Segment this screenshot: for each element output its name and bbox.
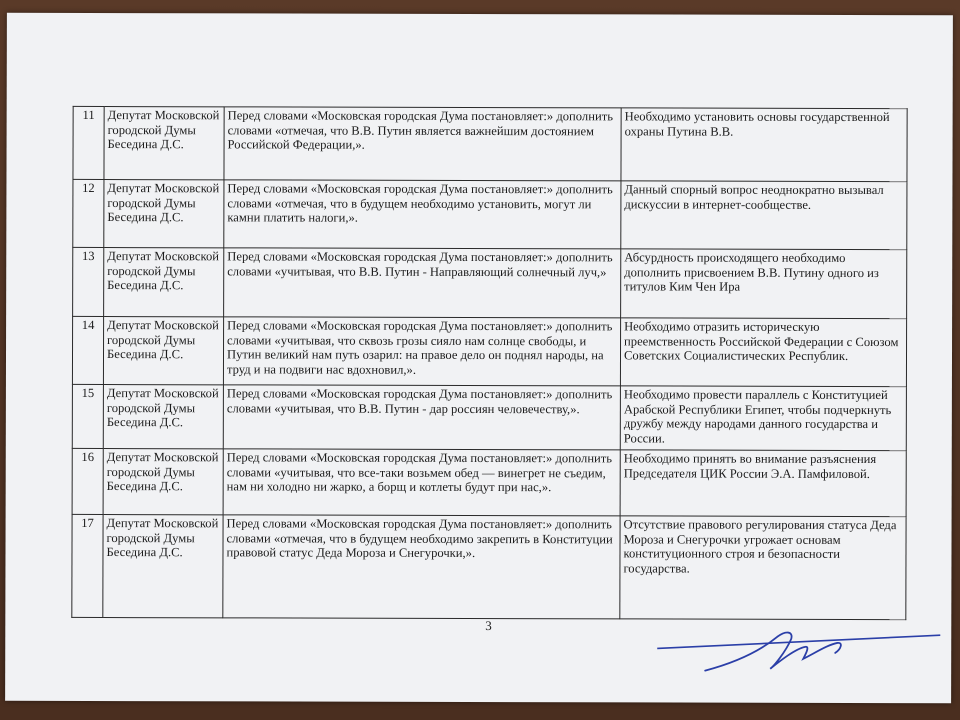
- rationale-cell: Данный спорный вопрос неоднократно вызывал дискуссии в интернет-сообществе.: [621, 181, 907, 250]
- amendment-cell: Перед словами «Московская городская Дума постановляет:» дополнить словами «учитывая, что В.В. Путин - Направляющий солнечный луч,»: [224, 248, 621, 318]
- author-cell: Депутат Московской городской Думы Бесединa Д.С.: [103, 317, 223, 385]
- table-row: [72, 514, 906, 619]
- rationale-cell: Абсурдность происходящего необходимо дополнить присвоением В.В. Путину одного из титулов Ким Чен Ира: [621, 249, 907, 319]
- table-row: [72, 316, 906, 386]
- table-row: [72, 384, 906, 450]
- row-number: 12: [73, 179, 104, 247]
- row-number: 14: [72, 316, 103, 384]
- rationale-cell: Отсутствие правового регулирования статуса Деда Мороза и Снегурочки угрожает основам конституционного строя и безопасности государства.: [620, 516, 906, 620]
- row-number: 11: [73, 106, 104, 179]
- amendments-table: [71, 106, 907, 620]
- table-row: [73, 179, 907, 249]
- author-cell: Депутат Московской городской Думы Бесединa Д.С.: [103, 449, 223, 515]
- row-number: 17: [72, 514, 103, 617]
- page-number: 3: [485, 618, 492, 634]
- table-row: [73, 106, 907, 181]
- author-cell: Депутат Московской городской Думы Бесединa Д.С.: [104, 180, 224, 248]
- amendment-cell: Перед словами «Московская городская Дума постановляет:» дополнить словами «отмечая, что В.В. Путин является важнейшим достоянием Российской Федерации,».: [224, 107, 621, 181]
- rationale-cell: Необходимо установить основы государственной охраны Путина В.В.: [621, 108, 907, 182]
- amendment-cell: Перед словами «Московская городская Дума постановляет:» дополнить словами «отмечая, что в будущем необходимо закрепить в Конституции правовой статус Деда Мороза и Снегурочки,».: [223, 515, 620, 619]
- author-cell: Депутат Московской городской Думы Бесединa Д.С.: [103, 515, 223, 618]
- amendment-cell: Перед словами «Московская городская Дума постановляет:» дополнить словами «учитывая, что сквозь грозы сияло нам солнце свободы, и Путин великий нам путь озарил: на правое дело он поднял народы, на труд и на подвиги нас вдохновил,».: [223, 317, 620, 386]
- table-row: [72, 448, 906, 516]
- rationale-cell: Необходимо отразить историческую преемственность Российской Федерации с Союзом Советских Социалистических Республик.: [620, 318, 906, 387]
- amendment-cell: Перед словами «Московская городская Дума постановляет:» дополнить словами «учитывая, что В.В. Путин - дар россиян человечеству,».: [223, 385, 620, 450]
- signature-image: [645, 612, 945, 683]
- amendment-cell: Перед словами «Московская городская Дума постановляет:» дополнить словами «отмечая, что в будущем необходимо установить, могут ли камни платить налоги,».: [224, 180, 621, 249]
- document-page: [5, 13, 953, 703]
- author-cell: Депутат Московской городской Думы Бесединa Д.С.: [104, 107, 224, 180]
- author-cell: Депутат Московской городской Думы Бесединa Д.С.: [104, 248, 224, 317]
- author-cell: Депутат Московской городской Думы Бесединa Д.С.: [103, 385, 223, 449]
- row-number: 15: [72, 384, 103, 448]
- row-number: 16: [72, 448, 103, 514]
- rationale-cell: Необходимо принять во внимание разъяснения Председателя ЦИК России Э.А. Памфиловой.: [620, 450, 906, 517]
- amendment-cell: Перед словами «Московская городская Дума постановляет:» дополнить словами «учитывая, что все-таки возьмем обед — винегрет не съедим, нам ни холодно ни жарко, а борщ и котлеты будут при нас,».: [223, 449, 620, 516]
- row-number: 13: [73, 247, 104, 316]
- table-row: [73, 247, 907, 318]
- rationale-cell: Необходимо провести параллель с Конституцией Арабской Республики Египет, чтобы подчеркнуть дружбу между народами данного государства и России.: [620, 386, 906, 451]
